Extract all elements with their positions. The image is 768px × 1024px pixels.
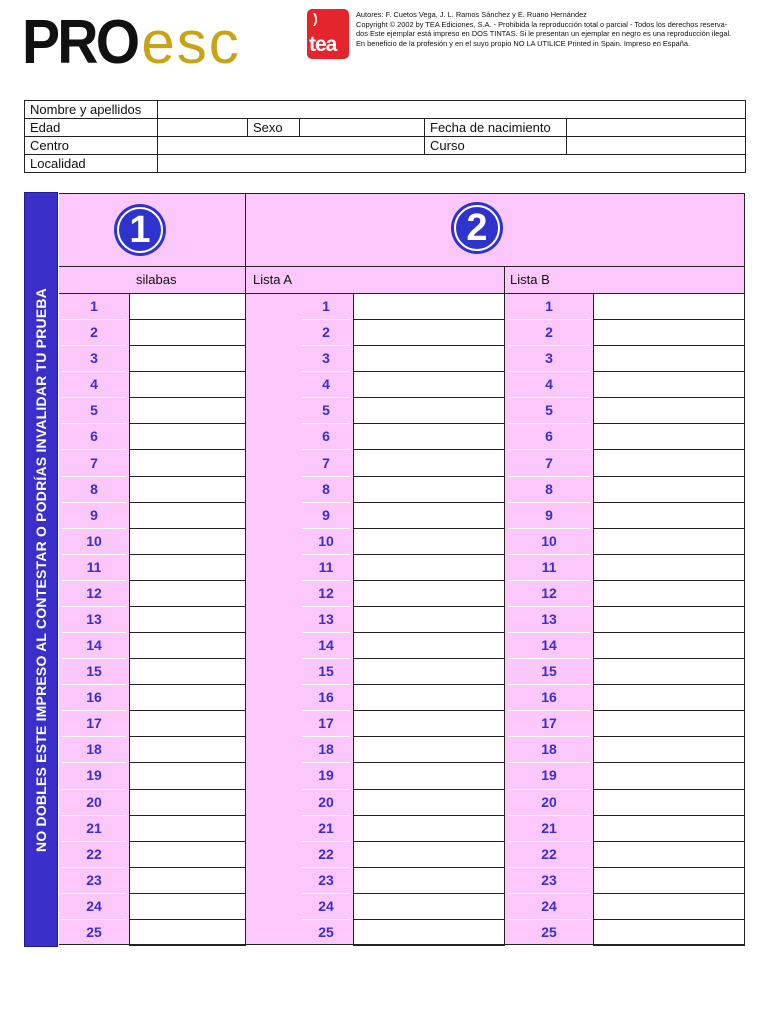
- row-number: 24: [86, 897, 102, 914]
- row-number: 20: [318, 793, 334, 810]
- answer-cell[interactable]: [593, 580, 745, 607]
- answer-cell[interactable]: [593, 632, 745, 659]
- grid-rule: [245, 193, 246, 945]
- answer-cell[interactable]: [129, 710, 246, 737]
- row-number: 23: [318, 871, 334, 888]
- section-2-number-badge: 2: [451, 202, 503, 254]
- answer-cell[interactable]: [593, 736, 745, 763]
- answer-cell[interactable]: [129, 345, 246, 372]
- row-number: 22: [318, 845, 334, 862]
- row-number: 16: [541, 689, 557, 706]
- row-number: 3: [322, 350, 330, 367]
- answer-cell[interactable]: [129, 762, 246, 789]
- proesc-logo: [22, 10, 241, 76]
- row-number: 21: [318, 819, 334, 836]
- row-number: 13: [318, 610, 334, 627]
- row-number: 8: [545, 480, 553, 497]
- answer-cell[interactable]: [353, 684, 505, 711]
- row-number: 23: [541, 871, 557, 888]
- row-number: 20: [86, 793, 102, 810]
- grid-rule: [59, 193, 745, 194]
- warning-sidebar: [24, 192, 58, 947]
- answer-cell[interactable]: [593, 867, 745, 894]
- course-label: Curso: [425, 137, 567, 155]
- row-number: 4: [322, 376, 330, 393]
- row-number: 2: [90, 324, 98, 341]
- answer-grid: [59, 193, 745, 945]
- answer-cell[interactable]: [593, 815, 745, 842]
- age-field[interactable]: [158, 119, 248, 137]
- row-number: 18: [318, 741, 334, 758]
- row-number: 12: [318, 584, 334, 601]
- answer-cell[interactable]: [353, 449, 505, 476]
- answer-cell[interactable]: [593, 449, 745, 476]
- row-number: 15: [318, 663, 334, 680]
- answer-cell[interactable]: [129, 371, 246, 398]
- row-number: 15: [541, 663, 557, 680]
- copyright-line: Autores: F. Cuetos Vega, J. L. Ramos Sánchez y E. Ruano Hernández: [356, 10, 587, 19]
- row-number: 3: [545, 350, 553, 367]
- row-number: 18: [86, 741, 102, 758]
- row-number: 17: [541, 715, 557, 732]
- sex-field[interactable]: [300, 119, 425, 137]
- answer-cell[interactable]: [129, 684, 246, 711]
- answer-cell[interactable]: [593, 893, 745, 920]
- row-number: 3: [90, 350, 98, 367]
- row-number: 23: [86, 871, 102, 888]
- answer-cell[interactable]: [129, 815, 246, 842]
- row-number: 25: [541, 923, 557, 940]
- answer-cell[interactable]: [353, 423, 505, 450]
- row-number: 10: [541, 532, 557, 549]
- answer-cell[interactable]: [353, 867, 505, 894]
- answer-cell[interactable]: [353, 502, 505, 529]
- center-label: Centro: [25, 137, 158, 155]
- answer-cell[interactable]: [353, 632, 505, 659]
- answer-cell[interactable]: [129, 554, 246, 581]
- answer-cell[interactable]: [593, 710, 745, 737]
- row-number: 25: [318, 923, 334, 940]
- row-number: 24: [318, 897, 334, 914]
- syllables-column-header: silabas: [136, 272, 177, 287]
- row-number: 2: [322, 324, 330, 341]
- grid-rule: [59, 293, 745, 294]
- answer-cell[interactable]: [129, 841, 246, 868]
- row-number: 1: [90, 298, 98, 315]
- answer-cell[interactable]: [129, 397, 246, 424]
- answer-cell[interactable]: [593, 684, 745, 711]
- answer-cell[interactable]: [129, 319, 246, 346]
- answer-cell[interactable]: [129, 449, 246, 476]
- answer-cell[interactable]: [593, 371, 745, 398]
- answer-cell[interactable]: [353, 789, 505, 816]
- answer-cell[interactable]: [353, 658, 505, 685]
- answer-cell[interactable]: [129, 789, 246, 816]
- identification-form: [24, 100, 746, 173]
- row-number: 11: [318, 558, 334, 575]
- grid-rule: [744, 193, 745, 945]
- row-number: 11: [86, 558, 102, 575]
- row-number: 14: [86, 637, 102, 654]
- row-number: 16: [318, 689, 334, 706]
- answer-cell[interactable]: [593, 528, 745, 555]
- answer-cell[interactable]: [353, 710, 505, 737]
- row-number: 5: [90, 402, 98, 419]
- row-number: 7: [545, 454, 553, 471]
- answer-cell[interactable]: [353, 293, 505, 320]
- row-number: 14: [541, 637, 557, 654]
- row-number: 8: [322, 480, 330, 497]
- row-number: 19: [541, 767, 557, 784]
- answer-cell[interactable]: [129, 476, 246, 503]
- center-field[interactable]: [158, 137, 425, 155]
- row-number: 17: [318, 715, 334, 732]
- row-number: 17: [86, 715, 102, 732]
- birthdate-field[interactable]: [567, 119, 746, 137]
- row-number: 6: [322, 428, 330, 445]
- answer-cell[interactable]: [353, 919, 505, 946]
- answer-cell[interactable]: [129, 528, 246, 555]
- row-number: 1: [322, 298, 330, 315]
- answer-cell[interactable]: [353, 762, 505, 789]
- answer-cell[interactable]: [593, 397, 745, 424]
- answer-cell[interactable]: [593, 841, 745, 868]
- answer-cell[interactable]: [593, 658, 745, 685]
- copyright-notice: [356, 10, 746, 48]
- answer-cell[interactable]: [593, 762, 745, 789]
- answer-cell[interactable]: [353, 841, 505, 868]
- answer-cell[interactable]: [129, 502, 246, 529]
- logo-esc-text: esc: [141, 9, 241, 76]
- name-field[interactable]: [158, 101, 746, 119]
- list-a-header: Lista A: [253, 272, 293, 287]
- row-number: 13: [541, 610, 557, 627]
- row-number: 12: [86, 584, 102, 601]
- tea-publisher-logo: ) tea: [307, 9, 349, 59]
- answer-cell[interactable]: [353, 554, 505, 581]
- answer-cell[interactable]: [593, 919, 745, 946]
- row-number: 4: [90, 376, 98, 393]
- answer-cell[interactable]: [353, 580, 505, 607]
- answer-cell[interactable]: [353, 893, 505, 920]
- row-number: 9: [545, 506, 553, 523]
- name-label: Nombre y apellidos: [25, 101, 158, 119]
- row-number: 5: [545, 402, 553, 419]
- row-number: 21: [541, 819, 557, 836]
- answer-cell[interactable]: [353, 476, 505, 503]
- warning-text: NO DOBLES ESTE IMPRESO AL CONTESTAR O PODRÍAS INVALIDAR TU PRUEBA: [33, 287, 49, 852]
- row-number: 8: [90, 480, 98, 497]
- course-field[interactable]: [567, 137, 746, 155]
- row-number: 24: [541, 897, 557, 914]
- row-number: 22: [86, 845, 102, 862]
- row-number: 14: [318, 637, 334, 654]
- row-number: 5: [322, 402, 330, 419]
- row-number: 19: [318, 767, 334, 784]
- row-number: 2: [545, 324, 553, 341]
- answer-cell[interactable]: [129, 736, 246, 763]
- row-number: 13: [86, 610, 102, 627]
- row-number: 7: [90, 454, 98, 471]
- answer-cell[interactable]: [593, 502, 745, 529]
- row-number: 10: [318, 532, 334, 549]
- answer-cell[interactable]: [129, 293, 246, 320]
- answer-cell[interactable]: [593, 476, 745, 503]
- answer-cell[interactable]: [129, 919, 246, 946]
- birthdate-label: Fecha de nacimiento: [425, 119, 567, 137]
- sex-label: Sexo: [248, 119, 300, 137]
- row-number: 15: [86, 663, 102, 680]
- row-number: 19: [86, 767, 102, 784]
- answer-cell[interactable]: [593, 789, 745, 816]
- locality-field[interactable]: [158, 155, 746, 173]
- answer-cell[interactable]: [353, 345, 505, 372]
- row-number: 9: [90, 506, 98, 523]
- row-number: 25: [86, 923, 102, 940]
- answer-cell[interactable]: [593, 606, 745, 633]
- row-number: 12: [541, 584, 557, 601]
- copyright-line: Copyright © 2002 by TEA Ediciones, S.A. - Prohibida la reproducción total o parcial - Todos los derechos reserva-: [356, 19, 728, 29]
- answer-cell[interactable]: [129, 658, 246, 685]
- row-number: 22: [541, 845, 557, 862]
- answer-cell[interactable]: [129, 632, 246, 659]
- answer-cell[interactable]: [353, 371, 505, 398]
- row-number: 9: [322, 506, 330, 523]
- row-number: 7: [322, 454, 330, 471]
- answer-cell[interactable]: [353, 528, 505, 555]
- row-number: 1: [545, 298, 553, 315]
- answer-cell[interactable]: [129, 867, 246, 894]
- row-number: 4: [545, 376, 553, 393]
- answer-cell[interactable]: [353, 815, 505, 842]
- copyright-line: En beneficio de la profesión y en el suyo propio NO LA UTILICE Printed in Spain. Impreso en España.: [356, 38, 691, 48]
- grid-rule: [504, 266, 505, 945]
- answer-cell[interactable]: [593, 554, 745, 581]
- answer-cell[interactable]: [353, 397, 505, 424]
- answer-cell[interactable]: [129, 606, 246, 633]
- row-number: 16: [86, 689, 102, 706]
- answer-cell[interactable]: [353, 736, 505, 763]
- list-b-header: Lista B: [510, 272, 550, 287]
- age-label: Edad: [25, 119, 158, 137]
- answer-cell[interactable]: [593, 293, 745, 320]
- row-number: 18: [541, 741, 557, 758]
- answer-cell[interactable]: [353, 319, 505, 346]
- row-number: 6: [90, 428, 98, 445]
- row-number: 20: [541, 793, 557, 810]
- answer-cell[interactable]: [593, 319, 745, 346]
- row-number: 11: [541, 558, 557, 575]
- copyright-line: dos Este ejemplar está impreso en DOS TINTAS. Si le presentan un ejemplar en negro es una reproducción ilegal.: [356, 29, 732, 39]
- answer-cell[interactable]: [593, 345, 745, 372]
- row-number: 6: [545, 428, 553, 445]
- answer-cell[interactable]: [129, 423, 246, 450]
- answer-cell[interactable]: [129, 580, 246, 607]
- section-1-number-badge: 1: [114, 204, 166, 256]
- row-number: 21: [86, 819, 102, 836]
- answer-cell[interactable]: [593, 423, 745, 450]
- grid-rule: [59, 944, 745, 945]
- answer-cell[interactable]: [353, 606, 505, 633]
- logo-pro-text: PRO: [22, 8, 138, 77]
- tea-logo-text: tea: [309, 33, 337, 56]
- locality-label: Localidad: [25, 155, 158, 173]
- row-number: 10: [86, 532, 102, 549]
- answer-cell[interactable]: [129, 893, 246, 920]
